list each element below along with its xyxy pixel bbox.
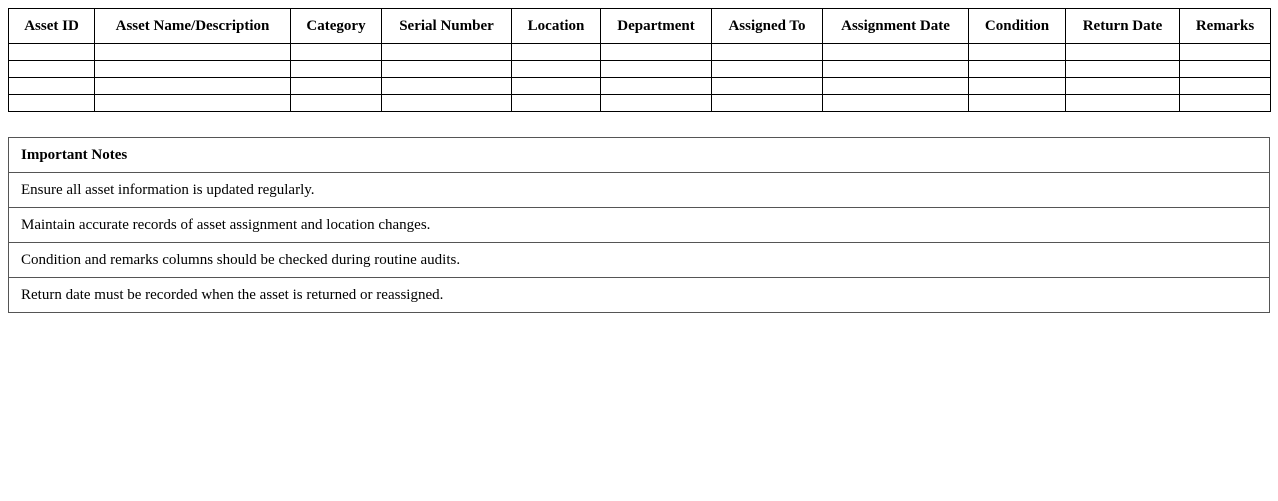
table-cell[interactable]: [512, 44, 601, 61]
table-cell[interactable]: [969, 61, 1066, 78]
note-item: Ensure all asset information is updated regularly.: [9, 173, 1270, 208]
table-cell[interactable]: [1180, 44, 1271, 61]
header-asset-name: Asset Name/Description: [95, 9, 291, 44]
header-assigned-to: Assigned To: [712, 9, 823, 44]
header-remarks: Remarks: [1180, 9, 1271, 44]
important-notes-table: [8, 137, 1270, 313]
table-cell[interactable]: [291, 44, 382, 61]
table-cell[interactable]: [969, 44, 1066, 61]
table-cell[interactable]: [1066, 95, 1180, 112]
table-cell[interactable]: [382, 78, 512, 95]
header-return-date: Return Date: [1066, 9, 1180, 44]
header-location: Location: [512, 9, 601, 44]
table-cell[interactable]: [1066, 61, 1180, 78]
header-serial-number: Serial Number: [382, 9, 512, 44]
asset-table-body: [9, 44, 1271, 112]
note-item: Maintain accurate records of asset assignment and location changes.: [9, 208, 1270, 243]
table-cell[interactable]: [969, 95, 1066, 112]
table-cell[interactable]: [291, 95, 382, 112]
table-cell[interactable]: [823, 78, 969, 95]
table-cell[interactable]: [9, 61, 95, 78]
table-cell[interactable]: [512, 61, 601, 78]
table-cell[interactable]: [9, 95, 95, 112]
table-cell[interactable]: [95, 78, 291, 95]
note-item: Return date must be recorded when the asset is returned or reassigned.: [9, 278, 1270, 313]
table-row: [9, 44, 1271, 61]
table-cell[interactable]: [95, 44, 291, 61]
table-cell[interactable]: [382, 95, 512, 112]
header-condition: Condition: [969, 9, 1066, 44]
table-cell[interactable]: [291, 61, 382, 78]
table-cell[interactable]: [1180, 61, 1271, 78]
table-cell[interactable]: [823, 44, 969, 61]
table-cell[interactable]: [1180, 95, 1271, 112]
table-cell[interactable]: [382, 61, 512, 78]
table-cell[interactable]: [712, 78, 823, 95]
table-cell[interactable]: [1180, 78, 1271, 95]
table-cell[interactable]: [601, 44, 712, 61]
table-cell[interactable]: [601, 78, 712, 95]
note-row: [9, 173, 1270, 208]
table-cell[interactable]: [512, 95, 601, 112]
table-cell[interactable]: [823, 61, 969, 78]
table-cell[interactable]: [601, 61, 712, 78]
table-cell[interactable]: [9, 78, 95, 95]
note-row: [9, 278, 1270, 313]
table-cell[interactable]: [712, 95, 823, 112]
note-item: Condition and remarks columns should be checked during routine audits.: [9, 243, 1270, 278]
table-cell[interactable]: [1066, 78, 1180, 95]
table-row: [9, 61, 1271, 78]
table-cell[interactable]: [512, 78, 601, 95]
table-cell[interactable]: [95, 61, 291, 78]
header-asset-id: Asset ID: [9, 9, 95, 44]
notes-title: Important Notes: [9, 138, 1270, 173]
table-cell[interactable]: [95, 95, 291, 112]
header-category: Category: [291, 9, 382, 44]
notes-header-row: [9, 138, 1270, 173]
table-header-row: [9, 9, 1271, 44]
header-department: Department: [601, 9, 712, 44]
note-row: [9, 208, 1270, 243]
table-cell[interactable]: [291, 78, 382, 95]
table-cell[interactable]: [601, 95, 712, 112]
table-row: [9, 95, 1271, 112]
table-cell[interactable]: [1066, 44, 1180, 61]
table-cell[interactable]: [712, 61, 823, 78]
table-cell[interactable]: [9, 44, 95, 61]
note-row: [9, 243, 1270, 278]
table-cell[interactable]: [382, 44, 512, 61]
document-body: [8, 8, 1270, 313]
table-cell[interactable]: [823, 95, 969, 112]
header-assignment-date: Assignment Date: [823, 9, 969, 44]
table-cell[interactable]: [969, 78, 1066, 95]
asset-register-table: [8, 8, 1271, 112]
table-row: [9, 78, 1271, 95]
table-cell[interactable]: [712, 44, 823, 61]
